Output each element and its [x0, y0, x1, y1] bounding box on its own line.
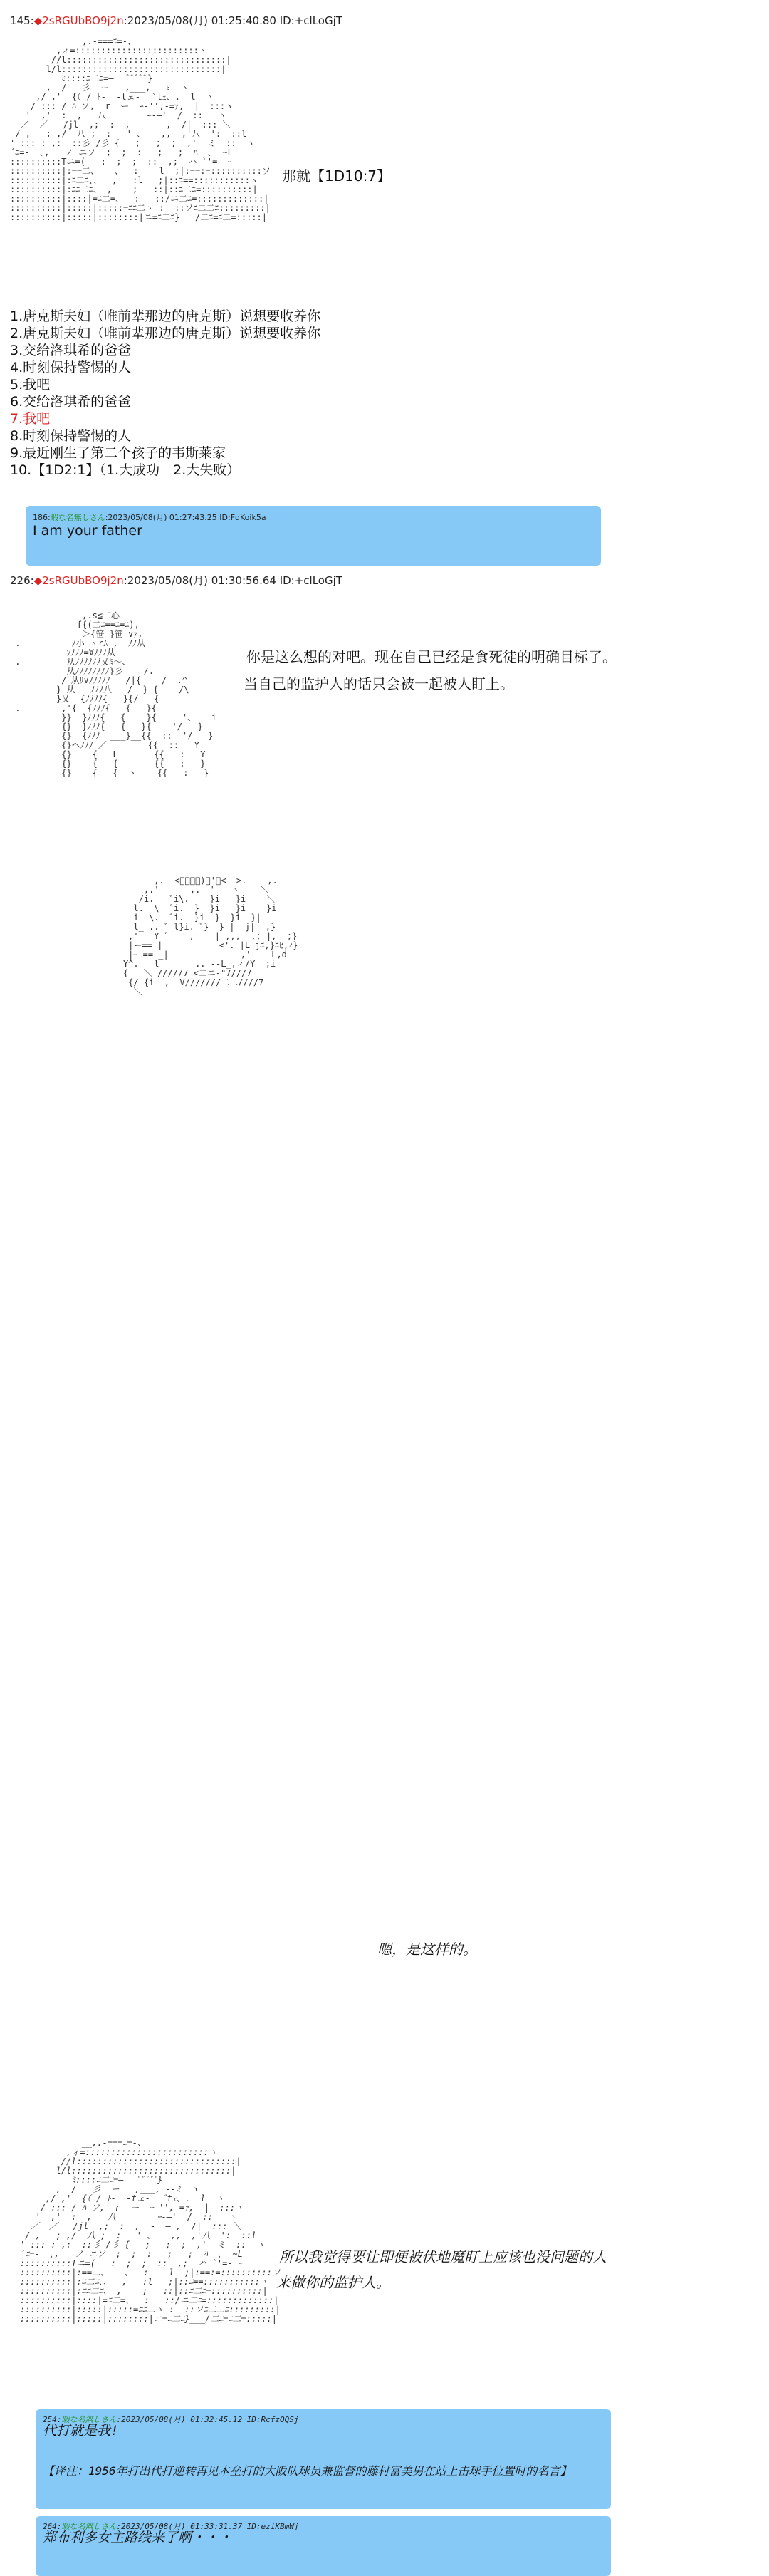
list-item: 1.唐克斯夫妇（唯前辈那边的唐克斯）说想要收养你	[10, 308, 321, 324]
reply-meta: :2023/05/08(月) 01:33:31.37 ID:eziKBmWj	[116, 2522, 299, 2531]
ascii-art-character: ,.s≦二心 f{(二ﾆ==ﾆ=ﾆ), ＞{笹 }笹 ∨ｧ, . ﾉ小 ヽrﾑ , ﾉﾉ从 ｿﾉﾉﾉ=∀ﾉﾉﾉ从 . 从ﾉﾉﾉﾉﾉﾉ乂ﾐ～、 从ﾉﾉﾉﾉﾉﾉﾉﾉ}彡 /. /ﾞ从ﾘ∨ﾉﾉﾉﾉﾉ /|{ / .^ } 从 ﾉﾉﾉ八 / } { /\ }乂 {ﾉﾉﾉﾉ{ }{/ { . ,'{ {ﾉﾉﾉ{ { }{ }} }ﾉﾉﾉ{ { }{ '、 i {} }ﾉﾉﾉ{ { }{ '/ } {} {ﾉﾉﾉ ___}__{{ :: '/ } {}ヘﾉﾉﾉ ／ {{ :: Y {} { L {{ : Y {} { { {{ : } {} { { ヽ {{ : }	[15, 611, 217, 778]
list-item: 9.最近刚生了第二个孩子的韦斯莱家	[10, 445, 226, 461]
reply-text: I am your father	[33, 523, 142, 539]
reply-header	[43, 2415, 299, 2424]
list-item: 10.【1D2:1】（1.大成功 2.大失败）	[10, 462, 241, 478]
list-item: 5.我吧	[10, 377, 51, 393]
reply-header	[33, 511, 266, 523]
reply-box	[36, 2409, 611, 2509]
trip-diamond-icon: ◆	[33, 14, 43, 27]
reply-box	[36, 2516, 611, 2576]
post-header	[10, 573, 342, 588]
list-item: 6.交给洛琪希的爸爸	[10, 394, 132, 410]
list-item: 8.时刻保持警惕的人	[10, 428, 132, 444]
reply-header	[43, 2522, 299, 2531]
reply-name: 暇な名無しさん	[61, 2522, 117, 2531]
reply-name: 暇な名無しさん	[50, 513, 105, 522]
post-header	[10, 13, 342, 28]
list-item: 2.唐克斯夫妇（唯前辈那边的唐克斯）说想要收养你	[10, 326, 321, 341]
trip-code[interactable]: 2sRGUbBO9j2n	[42, 14, 124, 27]
choice-list	[10, 308, 320, 479]
reply-number: 186:	[33, 513, 51, 522]
post2-reply-line: 嗯，是这样的。	[377, 1941, 477, 1958]
post-number: 226:	[10, 574, 34, 587]
post-number: 145:	[10, 14, 34, 27]
reply-text: 代打就是我!	[43, 2423, 119, 2439]
post2-line-2: 当自己的监护人的话只会被一起被人盯上。	[244, 675, 514, 692]
list-item: 3.交给洛琪希的爸爸	[10, 343, 132, 358]
reply-number: 264:	[43, 2522, 62, 2531]
post-meta: :2023/05/08(月) 01:30:56.64 ID:+clLoGjT	[123, 574, 342, 587]
reply-translator-note: 【译注：1956年打出代打逆转再见本垒打的大阪队球员兼监督的藤村富美男在站上击球手位置时的名言】	[43, 2464, 572, 2478]
post2-last-line-2: 来做你的监护人。	[276, 2274, 390, 2291]
post-meta: :2023/05/08(月) 01:25:40.80 ID:+clLoGjT	[123, 14, 342, 27]
post2-line-1: 你是这么想的对吧。现在自己已经是食死徒的明确目标了。	[246, 648, 617, 665]
post2-last-line-1: 所以我觉得要让即便被伏地魔盯上应该也没问题的人	[279, 2248, 607, 2265]
list-item: 4.时刻保持警惕的人	[10, 360, 132, 375]
reply-meta: :2023/05/08(月) 01:32:45.12 ID:RcfzOQSj	[116, 2415, 299, 2424]
post1-speech: 那就【1D10:7】	[282, 167, 392, 185]
reply-meta: :2023/05/08(月) 01:27:43.25 ID:FqKoik5a	[105, 513, 266, 522]
reply-box	[26, 506, 601, 566]
list-item-selected: 7.我吧	[10, 411, 51, 427]
trip-diamond-icon: ◆	[33, 574, 43, 587]
reply-text: 郑布利多女主路线来了啊・・・	[43, 2530, 233, 2545]
ascii-art-sunglasses-character: ,. <ﾞ￣ﾞﾞ)ﾞ'ﾞ< >. ,. ,.' ,. " ヽ ＼ /i. ﾞi\. }i }i ＼ l. \ ﾞi. } }i }i }i i \. ﾞi. }i } }i }| l_ .. ﾞ l}i. ﾞ} } | j| ,} ,' Y ﾞ ,' | ,,, ,; |, ;} |ー== | <'. |L_jﾆ,}ﾆﾋ,ｨ} |ｰ-== _| ,' L,d Y^. l .. --L_,ィ/Y ;i { ＼ /////7 <二ニ-"7///7 {/ {i , V///////二二////7 ＼ 嗯，是这样的。 __,.-===ﾆ=-、 ,ィ=::::::::::::::::::::::::ヽ //l:::::::::::::::::::::::::::::::| l/l:::::::::::::::::::::::::::::::| ﾐ::::ﾆ二ﾆ=― ﾞﾞﾞﾞﾞ} , / 彡 ー ,___, -‐ﾐ ヽ ,/ ,' {（ / ﾄ- ‐tェ- ﾞtｪ、. l ヽ / ::: / ﾊ ソ, r ー ｰ‐'',-=ｧ, | :::ヽ ' ,' : , 八 ｰ-―' / :: ヽ ／ ／ /jl ,; : , - ― , /| ::: ＼ / , ; ,/ 八 ; : ' 、 ,, ,'八 ': ::l ' ::: : ,: ::彡 /彡 { ; ; ; ,' ミ :: ヽ ´ﾆ=‐ ､, ノ ニソ ; ; : ; ; ﾊ ､ ~L ::::::::::Tニ=( : ; ; :: ,; ハ `'=‐ ｰ ::::::::::|:==二、 、 : l ;|:==:=::::::::::ソ ::::::::::|:ﾆ二ﾆ、、 , :l ;|::ﾆ==:::::::::::ヽ ::::::::::|:ﾆﾆ二ﾆ、 , ; ::|::ﾆ二ﾆ=::::::::::| ::::::::::|::::|=ﾆ二=、 : ::/ニ二ﾆ=:::::::::::::| ::::::::::|:::::|:::::=ﾆﾆ二ヽ : ::ソﾆ二二ﾆ:::::::::| ::::::::::|:::::|::::::::|ニ=ﾆ二ﾆ}___/二ﾆ=ﾆ二=:::::| 所以我觉得要让即便被伏地魔盯上应该也没问题的人 来做你的监护人。 254:暇な名無しさん:2023/05/08(月) 01:32:45.12 ID:RcfzOQSj 代打就是我! 【译注：1956年打出代打逆转再见本垒打的大阪队球员兼监督的藤村富美男在站上击球手位置时的名言】 264:暇な名無しさん:2023/05/08(月) 01:33:31.37 ID:eziKBmWj 郑布利多女主路线来了啊・・・	[10, 876, 298, 1163]
reply-name: 暇な名無しさん	[61, 2415, 117, 2424]
ascii-art-character: __,.-===ﾆ=-、 ,ィ=::::::::::::::::::::::::ヽ //l:::::::::::::::::::::::::::::::| l/l:::::::::::::::::::::::::::::::| ﾐ::::ﾆ二ﾆ=― ﾞﾞﾞﾞﾞ} , / 彡 ー ,___, -‐ﾐ ヽ ,/ ,' {（ / ﾄ- ‐tェ- ﾞtｪ、. l ヽ / ::: / ﾊ ソ, r ー ｰ‐'',-=ｧ, | :::ヽ ' ,' : , 八 ｰ-―' / :: ヽ ／ ／ /jl ,; : , - ― , /| ::: ＼ / , ; ,/ 八 ; : ' 、 ,, ,'八 ': ::l ' ::: : ,: ::彡 /彡 { ; ; ; ,' ミ :: ヽ ´ﾆ=‐ ､, ノ ニソ ; ; : ; ; ﾊ ､ ~L ::::::::::Tニ=( : ; ; :: ,; ハ `'=‐ ｰ ::::::::::|:==二、 、 : l ;|:==:=::::::::::ソ ::::::::::|:ﾆ二ﾆ、、 , :l ;|::ﾆ==:::::::::::ヽ ::::::::::|:ﾆﾆ二ﾆ、 , ; ::|::ﾆ二ﾆ=::::::::::| ::::::::::|::::|=ﾆ二=、 : ::/ニ二ﾆ=:::::::::::::| ::::::::::|:::::|:::::=ﾆﾆ二ヽ : ::ソﾆ二二ﾆ:::::::::| ::::::::::|:::::|::::::::|ニ=ﾆ二ﾆ}___/二ﾆ=ﾆ二=:::::|	[20, 2138, 281, 2324]
ascii-art-character: __,.-===ﾆ=-、 ,ィ=::::::::::::::::::::::::ヽ //l:::::::::::::::::::::::::::::::| l/l:::::::::::::::::::::::::::::::| ﾐ::::ﾆ二ﾆ=― ﾞﾞﾞﾞﾞ} , / 彡 ー ,___, -‐ﾐ ヽ ,/ ,' {（ / ﾄ- ‐tェ- ﾞtｪ、. l ヽ / ::: / ﾊ ソ, r ー ｰ‐'',-=ｧ, | :::ヽ ' ,' : , 八 ｰ-―' / :: ヽ ／ ／ /jl ,; : , - ― , /| ::: ＼ / , ; ,/ 八 ; : ' 、 ,, ,'八 ': ::l ' ::: : ,: ::彡 /彡 { ; ; ; ,' ミ :: ヽ ´ﾆ=‐ ､, ノ ニソ ; ; : ; ; ﾊ ､ ~L ::::::::::Tニ=( : ; ; :: ,; ハ `'=‐ ｰ ::::::::::|:==二、 、 : l ;|:==:=::::::::::ソ ::::::::::|:ﾆ二ﾆ、、 , :l ;|::ﾆ==:::::::::::ヽ ::::::::::|:ﾆﾆ二ﾆ、 , ; ::|::ﾆ二ﾆ=::::::::::| ::::::::::|::::|=ﾆ二=、 : ::/ニ二ﾆ=:::::::::::::| ::::::::::|:::::|:::::=ﾆﾆ二ヽ : ::ソﾆ二二ﾆ:::::::::| ::::::::::|:::::|::::::::|ニ=ﾆ二ﾆ}___/二ﾆ=ﾆ二=:::::|	[10, 36, 271, 222]
trip-code[interactable]: 2sRGUbBO9j2n	[42, 574, 124, 587]
reply-number: 254:	[43, 2415, 62, 2424]
